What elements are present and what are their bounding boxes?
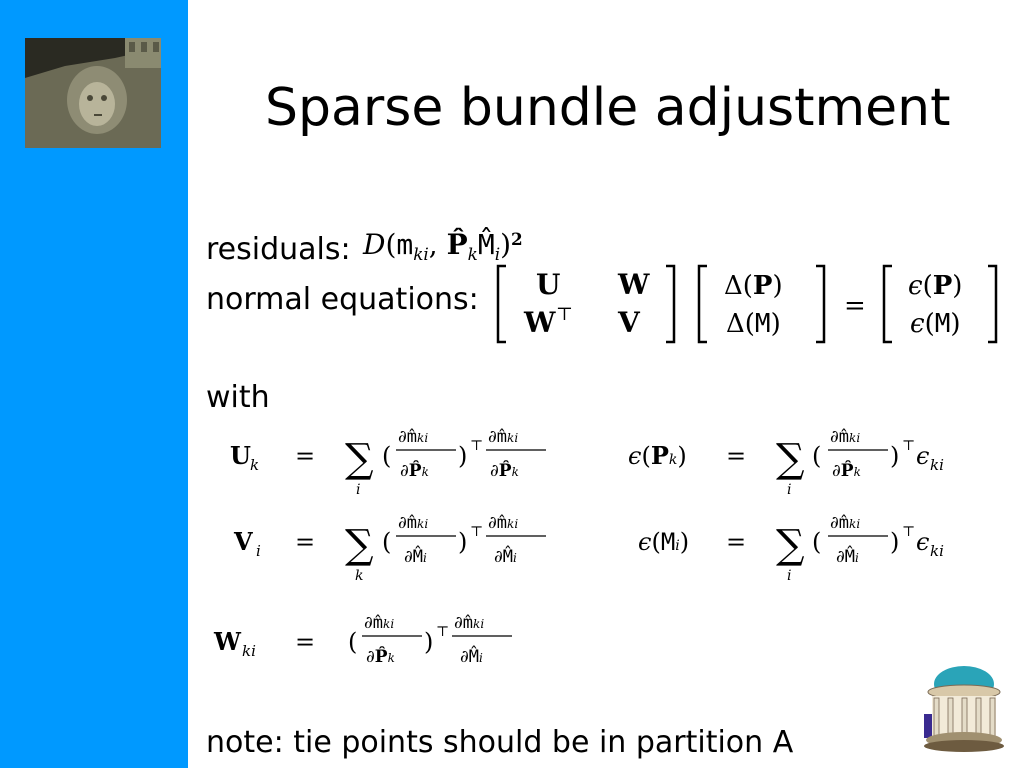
normal-equations-formula: [494, 262, 1004, 346]
normal-equations-label: normal equations:: [206, 282, 479, 317]
svg-text:i: i: [356, 482, 361, 498]
svg-text:ki: ki: [930, 542, 944, 560]
svg-text:∂P̂k: ∂P̂k: [366, 647, 395, 667]
svg-text:∂m̂ki: ∂m̂ki: [488, 513, 519, 533]
svg-text:(: (: [382, 528, 392, 556]
svg-text:⊤: ⊤: [470, 438, 484, 454]
svg-text:⊤: ⊤: [470, 524, 484, 540]
residuals-label: residuals:: [206, 232, 351, 267]
svg-text:=: =: [726, 442, 747, 470]
svg-text:ϵ(Pk): ϵ(Pk): [628, 441, 687, 470]
svg-text:k: k: [250, 456, 260, 474]
with-label: with: [206, 380, 270, 415]
eq-eps-m-i: [638, 513, 944, 584]
svg-text:ki: ki: [242, 642, 256, 660]
svg-text:=: =: [295, 628, 316, 656]
svg-text:k: k: [355, 568, 364, 584]
svg-text:⊤: ⊤: [556, 304, 573, 325]
svg-text:i: i: [256, 542, 261, 560]
slide-title: Sparse bundle adjustment: [265, 78, 951, 138]
svg-text:W: W: [214, 627, 241, 656]
svg-text:∂m̂ki: ∂m̂ki: [364, 613, 395, 633]
svg-text:=: =: [295, 442, 316, 470]
svg-text:ϵ(M): ϵ(M): [910, 309, 961, 339]
svg-text:ϵ(P): ϵ(P): [908, 271, 963, 301]
svg-text:): ): [458, 528, 468, 556]
svg-text:U: U: [230, 441, 251, 470]
svg-text:): ): [424, 628, 434, 656]
svg-text:∂m̂ki: ∂m̂ki: [398, 427, 429, 447]
svg-text:V: V: [618, 306, 640, 339]
svg-text:ϵ(Mi): ϵ(Mi): [638, 528, 690, 556]
svg-text:ϵ: ϵ: [916, 442, 930, 470]
svg-text:): ): [890, 528, 900, 556]
svg-text:(: (: [382, 442, 392, 470]
svg-text:(: (: [348, 628, 358, 656]
svg-text:∂M̂i: ∂M̂i: [494, 547, 517, 567]
svg-text:∑: ∑: [776, 522, 805, 568]
eq-eps-p-k: [628, 427, 944, 498]
svg-text:∂m̂ki: ∂m̂ki: [454, 613, 485, 633]
svg-text:∂m̂ki: ∂m̂ki: [830, 513, 861, 533]
svg-text:∑: ∑: [345, 522, 374, 568]
svg-text:ϵ: ϵ: [916, 528, 930, 556]
svg-text:=: =: [295, 528, 316, 556]
eq-w-ki: [213, 613, 512, 667]
svg-text:⊤: ⊤: [902, 438, 916, 454]
svg-text:⊤: ⊤: [436, 624, 450, 640]
svg-text:∑: ∑: [345, 436, 374, 482]
svg-text:∑: ∑: [776, 436, 805, 482]
svg-text:(: (: [812, 528, 822, 556]
eq-v-i: [233, 513, 546, 584]
svg-text:Δ(M): Δ(M): [726, 309, 781, 339]
svg-text:∂m̂ki: ∂m̂ki: [398, 513, 429, 533]
svg-text:): ): [890, 442, 900, 470]
svg-text:i: i: [787, 482, 792, 498]
svg-text:W: W: [524, 306, 556, 339]
svg-text:W: W: [618, 268, 650, 301]
svg-text:): ): [458, 442, 468, 470]
svg-text:∂M̂i: ∂M̂i: [404, 547, 427, 567]
svg-text:∂M̂i: ∂M̂i: [460, 647, 483, 667]
svg-text:i: i: [787, 568, 792, 584]
svg-text:(: (: [812, 442, 822, 470]
definition-equations: [210, 420, 970, 690]
svg-text:∂P̂k: ∂P̂k: [490, 461, 519, 481]
eq-u-k: [230, 427, 546, 498]
svg-text:⊤: ⊤: [902, 524, 916, 540]
svg-text:∂m̂ki: ∂m̂ki: [830, 427, 861, 447]
rotunda-icon: [920, 662, 1004, 754]
svg-text:∂m̂ki: ∂m̂ki: [488, 427, 519, 447]
svg-text:∂P̂k: ∂P̂k: [832, 461, 861, 481]
svg-text:Δ(P): Δ(P): [724, 271, 783, 301]
medusa-relief-logo: [25, 38, 161, 148]
svg-text:ki: ki: [930, 456, 944, 474]
svg-text:=: =: [844, 291, 866, 321]
svg-text:U: U: [536, 268, 561, 301]
svg-text:∂M̂i: ∂M̂i: [836, 547, 859, 567]
residuals-formula: $D(m_{ki}$, $P̂_kM̂_i)^2$: [363, 228, 523, 264]
svg-text:∂P̂k: ∂P̂k: [400, 461, 429, 481]
svg-text:V: V: [234, 527, 253, 556]
note-text: note: tie points should be in partition A: [206, 725, 794, 760]
svg-text:=: =: [726, 528, 747, 556]
